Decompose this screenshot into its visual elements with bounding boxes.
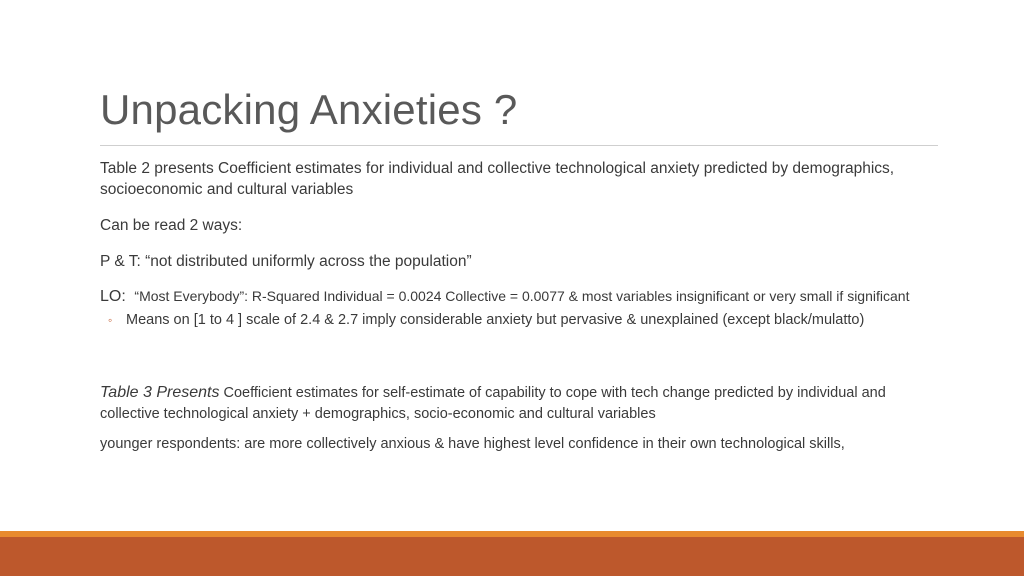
paragraph-pt-quote: P & T: “not distributed uniformly across the population”	[100, 253, 472, 270]
paragraph-table3	[100, 382, 938, 425]
slide-title: Unpacking Anxieties ?	[100, 86, 518, 133]
paragraph-read-ways: Can be read 2 ways:	[100, 217, 243, 234]
bullet-item	[100, 310, 938, 331]
slide-body	[100, 158, 938, 455]
paragraph-table2: Table 2 presents Coefficient estimates for individual and collective technological anxiety predicted by demographics, socioeconomic and cultural variables	[100, 160, 895, 198]
lo-lead: LO:	[100, 288, 126, 305]
title-divider	[100, 145, 938, 146]
footer-band	[0, 537, 1024, 576]
paragraph-lo	[100, 286, 938, 307]
paragraph-younger: younger respondents: are more collectively anxious & have highest level confidence in their own technological skills,	[100, 436, 845, 452]
table3-lead: Table 3 Presents	[100, 384, 220, 401]
bullet-circle-icon: ◦	[108, 313, 113, 327]
bullet-text: Means on [1 to 4 ] scale of 2.4 & 2.7 imply considerable anxiety but pervasive & unexplained (except black/mulatto)	[126, 312, 865, 328]
lo-text: “Most Everybody”: R-Squared Individual = 0.0024 Collective = 0.0077 & most variables insignificant or very small if significant	[134, 288, 910, 304]
table3-text: Coefficient estimates for self-estimate of capability to cope with tech change predicted by individual and collective technological anxiety + demographics, socio-economic and cultural variables	[100, 385, 886, 422]
